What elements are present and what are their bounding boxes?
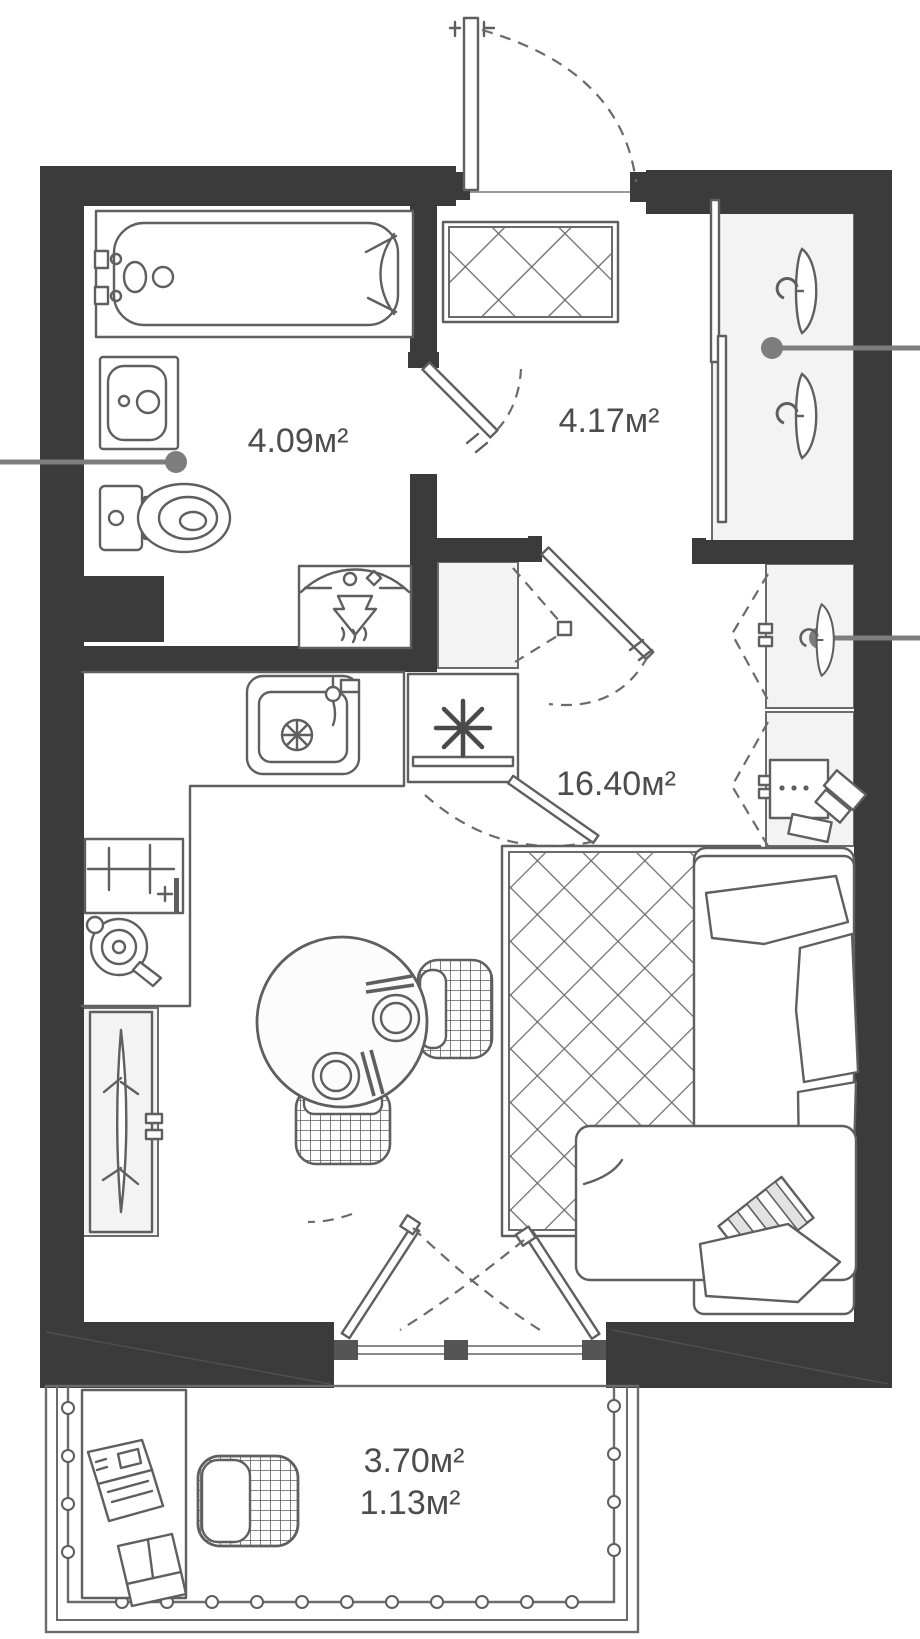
- hall-closet-floor: [712, 212, 854, 542]
- hall-cabinet: [438, 562, 518, 668]
- fridge-snowflake-icon: [436, 701, 490, 755]
- door-swing-arc: [497, 369, 521, 430]
- entry-door-leaf: [464, 18, 478, 190]
- sliding-door-panel: [718, 336, 726, 522]
- fridge: [408, 674, 598, 846]
- hall-mat: [443, 222, 618, 322]
- balcony: [46, 1386, 638, 1632]
- desk-chair: [198, 1456, 298, 1546]
- pillow: [796, 934, 858, 1082]
- toilet: [100, 484, 230, 552]
- balcony-door-leaf: [342, 1226, 419, 1338]
- door-swing-arc: [400, 1240, 524, 1330]
- kitchen-sink: [247, 676, 359, 774]
- bathroom-area-label: 4.09м²: [247, 422, 349, 460]
- balcony-reduced-area-label: 1.13м²: [359, 1484, 461, 1522]
- tub-faucet-icon: [124, 262, 146, 292]
- chair: [418, 960, 492, 1058]
- door-swing-arc: [549, 656, 648, 705]
- door-swing-arc: [482, 30, 636, 182]
- living-room-area-label: 16.40м²: [556, 765, 676, 803]
- riser-marker-dot: [165, 451, 187, 473]
- washing-machine: [299, 566, 411, 648]
- hallway-area-label: 4.17м²: [558, 402, 660, 440]
- door-swing-arc: [308, 1214, 352, 1222]
- riser-marker-dot: [761, 337, 783, 359]
- balcony-area-label: 3.70м²: [363, 1442, 465, 1480]
- living-door-leaf: [541, 547, 653, 659]
- bathtub: [95, 211, 413, 337]
- cooktop: [85, 839, 183, 913]
- hall-cabinet-door: [513, 568, 571, 662]
- dining-table: [257, 937, 427, 1107]
- bathroom-sink: [100, 357, 178, 449]
- dining-set: [257, 937, 492, 1164]
- radiator-icon: [117, 1030, 126, 1212]
- entry-door: [450, 18, 636, 192]
- bathroom-door-leaf: [422, 362, 497, 437]
- bathroom-door: [422, 362, 521, 452]
- kettle: [87, 917, 161, 986]
